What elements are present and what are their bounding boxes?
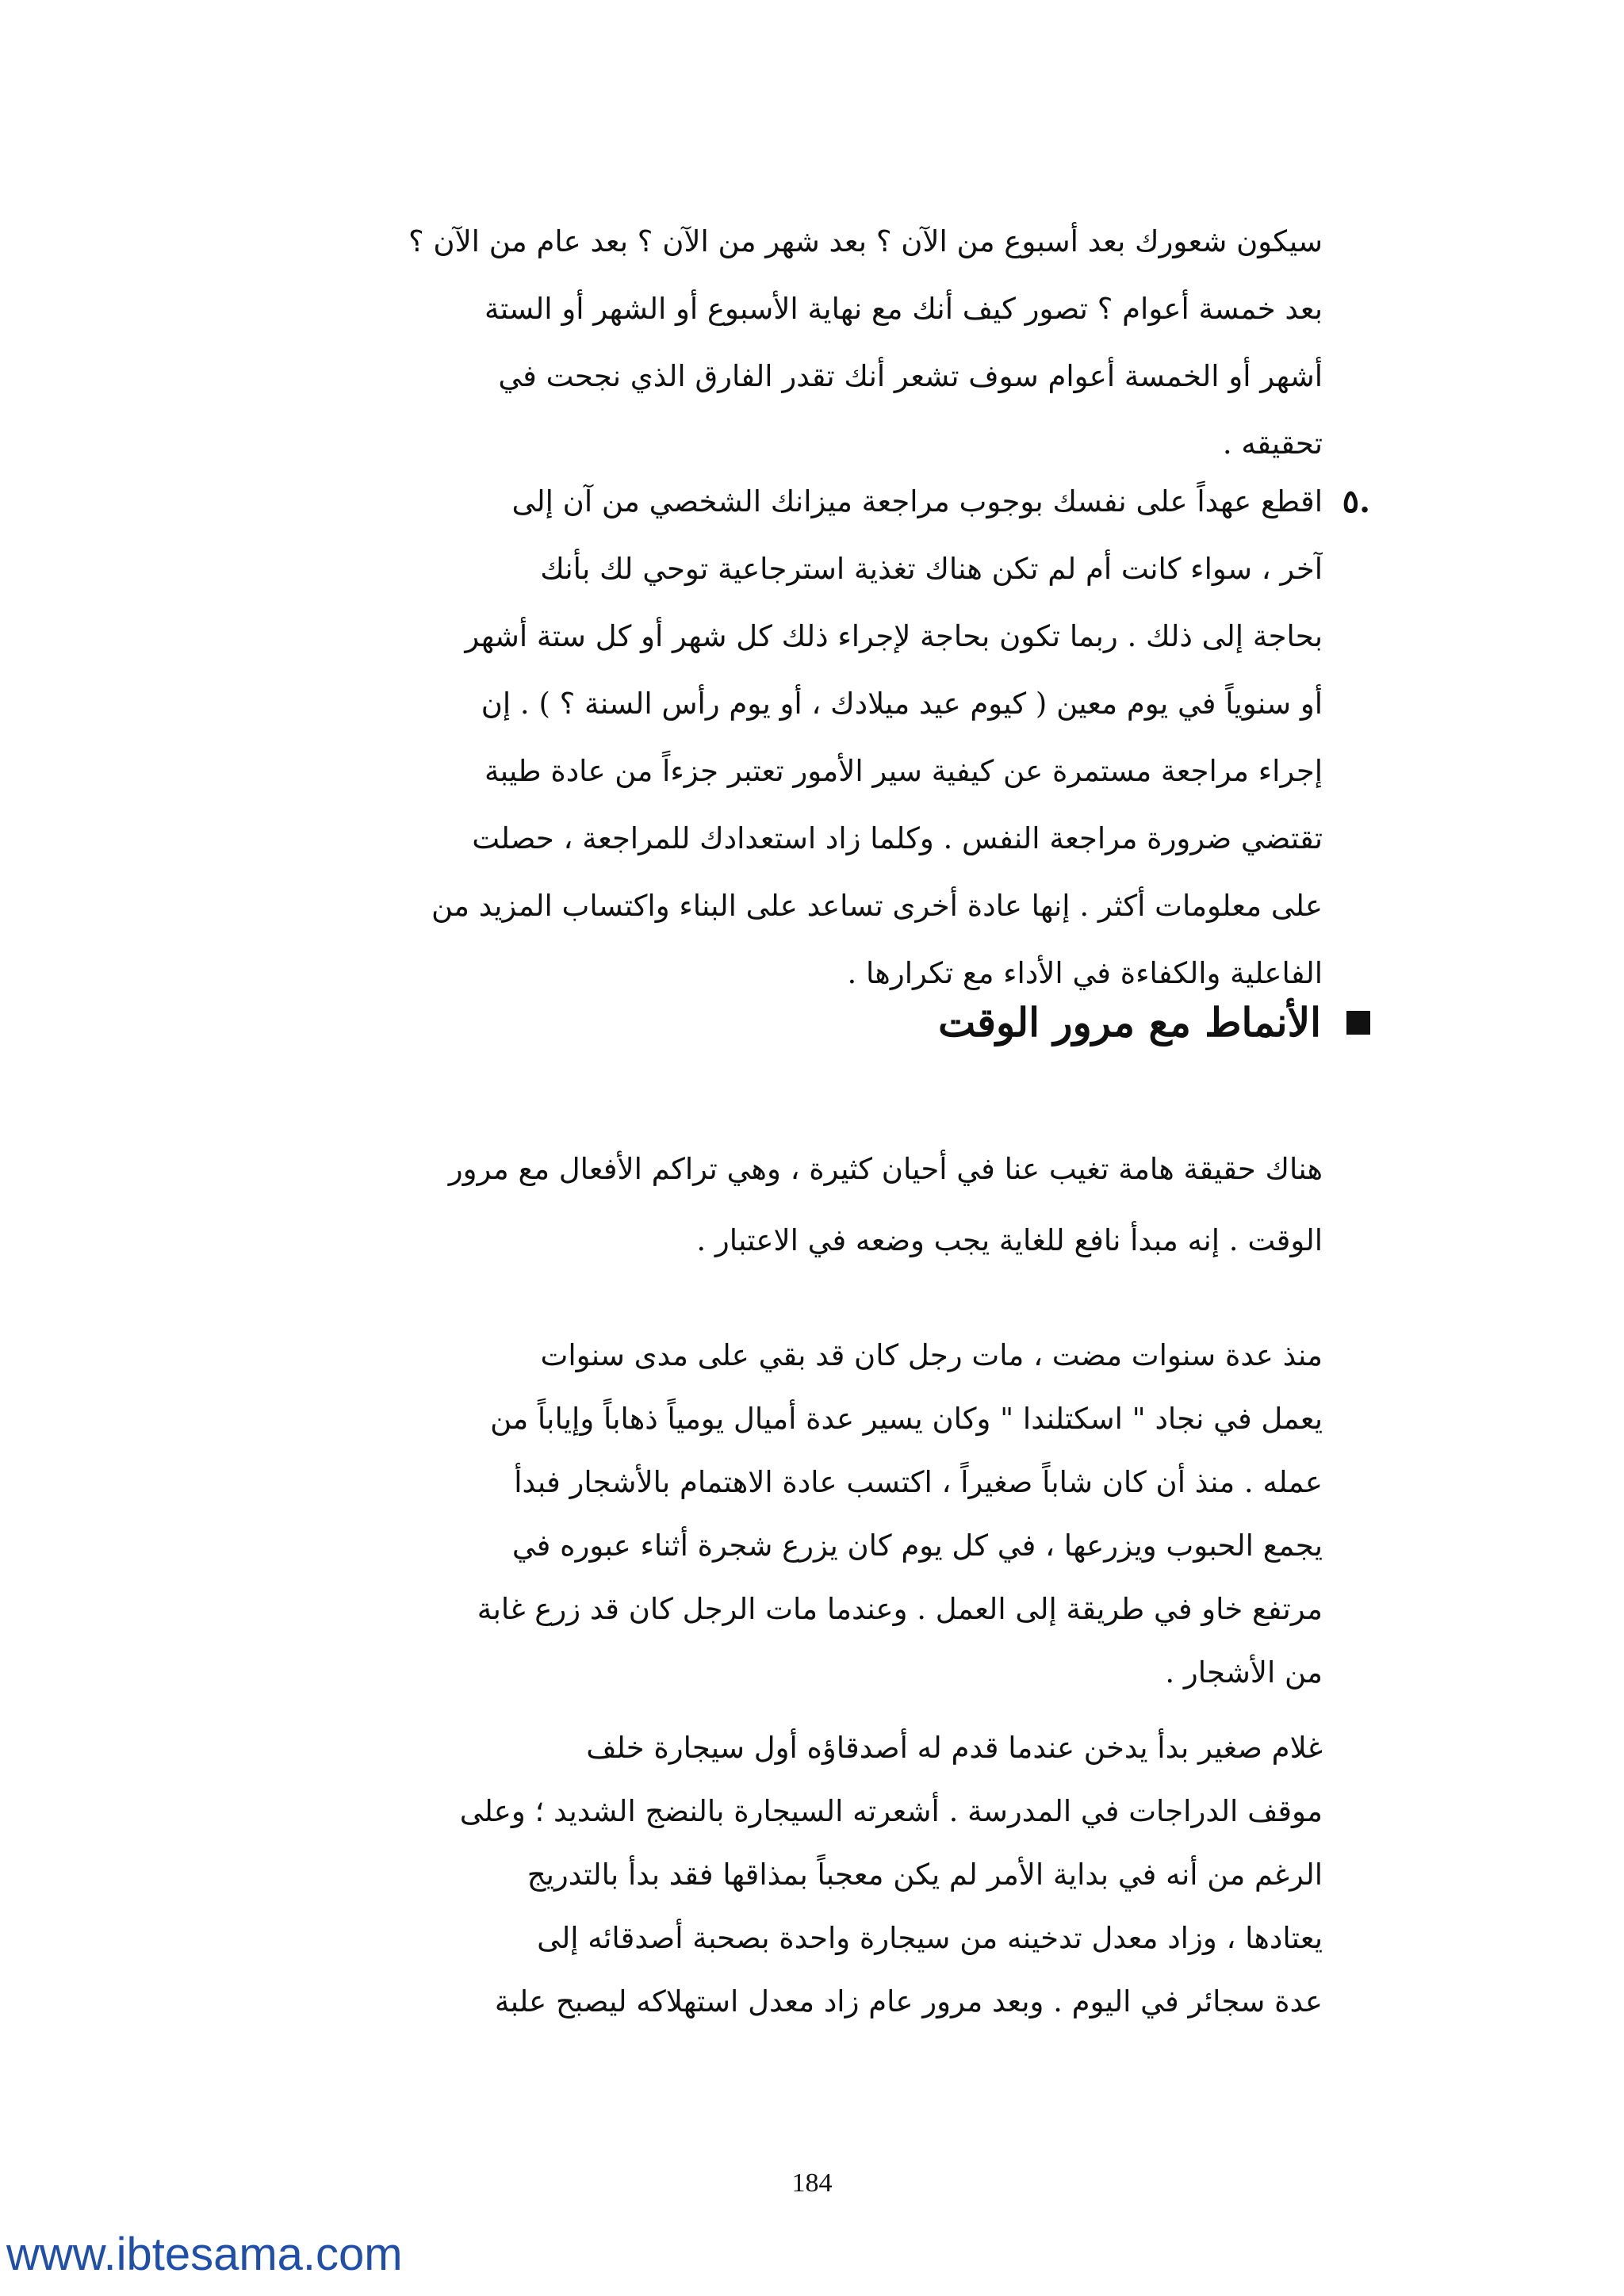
- item5-line-2: آخر ، سواء كانت أم لم تكن هناك تغذية استرجاعية توحي لك بأنك: [540, 552, 1323, 586]
- story-paragraph-1: [317, 1324, 1323, 1705]
- numbered-item-5: [278, 468, 1370, 1007]
- story1-line-5: مرتفع خاو في طريقة إلى العمل . وعندما مات الرجل كان قد زرع غابة: [477, 1592, 1323, 1626]
- item-body: [278, 468, 1323, 1007]
- intro-line-3: أشهر أو الخمسة أعوام سوف تشعر أنك تقدر الفارق الذي نجحت في: [498, 359, 1323, 393]
- section-line-1: هناك حقيقة هامة تغيب عنا في أحيان كثيرة ، وهي تراكم الأفعال مع مرور: [448, 1152, 1323, 1186]
- story2-line-5: عدة سجائر في اليوم . وبعد مرور عام زاد معدل استهلاكه ليصبح علبة: [494, 1984, 1323, 2019]
- story-paragraph-2: [317, 1716, 1323, 2034]
- story2-line-4: يعتادها ، وزاد معدل تدخينه من سيجارة واحدة بصحبة أصدقائه إلى: [537, 1921, 1323, 1955]
- section-heading: [938, 999, 1370, 1046]
- item5-line-8: الفاعلية والكفاءة في الأداء مع تكرارها .: [847, 956, 1323, 990]
- story1-line-4: يجمع الحبوب ويزرعها ، في كل يوم كان يزرع شجرة أثناء عبوره في: [511, 1529, 1323, 1563]
- watermark-url: www.ibtesama.com: [6, 2229, 403, 2280]
- story1-line-6: من الأشجار .: [1165, 1655, 1323, 1689]
- item5-line-7: على معلومات أكثر . إنها عادة أخرى تساعد على البناء واكتساب المزيد من: [431, 889, 1323, 923]
- story2-line-2: موقف الدراجات في المدرسة . أشعرته السيجارة بالنضج الشديد ؛ وعلى: [459, 1794, 1323, 1828]
- intro-line-4: تحقيقه .: [1222, 427, 1323, 461]
- item-number-marker: .٥: [1342, 483, 1370, 520]
- section-line-2: الوقت . إنه مبدأ نافع للغاية يجب وضعه في الاعتبار .: [696, 1223, 1323, 1257]
- story1-line-2: يعمل في نجاد " اسكتلندا " وكان يسير عدة أميال يومياً ذهاباً وإياباً من: [490, 1402, 1323, 1436]
- square-bullet-icon: [1346, 1011, 1370, 1035]
- item5-line-5: إجراء مراجعة مستمرة عن كيفية سير الأمور تعتبر جزءاً من عادة طيبة: [484, 754, 1323, 788]
- intro-paragraph: [278, 208, 1323, 477]
- page-number: 184: [791, 2168, 833, 2198]
- story1-line-3: عمله . منذ أن كان شاباً صغيراً ، اكتسب عادة الاهتمام بالأشجار فبدأ: [514, 1465, 1323, 1499]
- intro-line-1: سيكون شعورك بعد أسبوع من الآن ؟ بعد شهر من الآن ؟ بعد عام من الآن ؟: [408, 224, 1323, 258]
- story1-line-1: منذ عدة سنوات مضت ، مات رجل كان قد بقي على مدى سنوات: [540, 1338, 1323, 1372]
- item5-line-3: بحاجة إلى ذلك . ربما تكون بحاجة لإجراء ذلك كل شهر أو كل ستة أشهر: [465, 619, 1323, 653]
- section-paragraph: [270, 1134, 1323, 1276]
- item5-line-4: أو سنوياً في يوم معين ( كيوم عيد ميلادك ، أو يوم رأس السنة ؟ ) . إن: [481, 687, 1323, 721]
- item5-line-1: اقطع عهداً على نفسك بوجوب مراجعة ميزانك الشخصي من آن إلى: [511, 484, 1323, 519]
- section-heading-text: الأنماط مع مرور الوقت: [938, 999, 1321, 1046]
- story2-line-3: الرغم من أنه في بداية الأمر لم يكن معجباً بمذاقها فقد بدأ بالتدريج: [527, 1858, 1323, 1892]
- intro-line-2: بعد خمسة أعوام ؟ تصور كيف أنك مع نهاية الأسبوع أو الشهر أو الستة: [485, 292, 1323, 326]
- item5-line-6: تقتضي ضرورة مراجعة النفس . وكلما زاد استعدادك للمراجعة ، حصلت: [472, 821, 1323, 855]
- story2-line-1: غلام صغير بدأ يدخن عندما قدم له أصدقاؤه أول سيجارة خلف: [586, 1731, 1323, 1765]
